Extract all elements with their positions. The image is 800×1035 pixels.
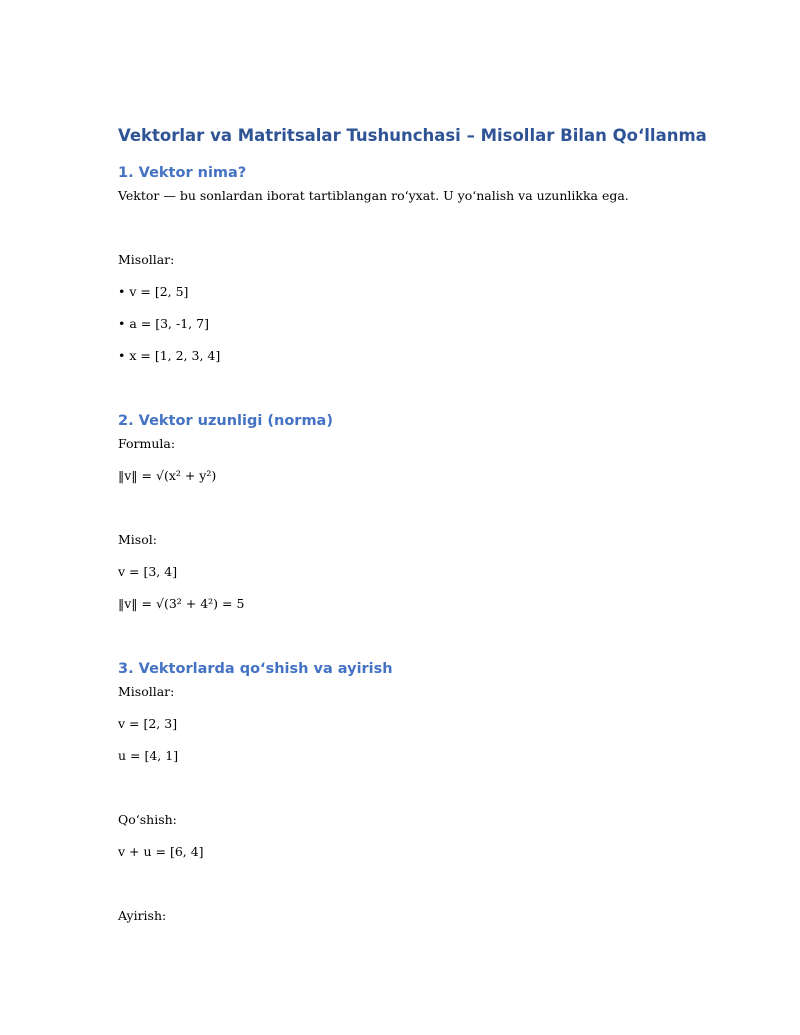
section-heading-qoshish-ayirish: 3. Vektorlarda qo‘shish va ayirish [118,661,393,677]
paragraph-vector-v: v = [2, 3] [118,716,178,731]
paragraph-example-norm: ‖v‖ = √(3² + 4²) = 5 [118,596,245,611]
document-title: Vektorlar va Matritsalar Tushunchasi – Misollar Bilan Qo‘llanma [118,126,707,145]
paragraph-formula-label: Formula: [118,436,176,451]
paragraph-misollar-label-2: Misollar: [118,684,175,699]
paragraph-misollar-label: Misollar: [118,252,175,267]
list-item-example-v: • v = [2, 5] [118,284,189,299]
list-item-example-x: • x = [1, 2, 3, 4] [118,348,221,363]
paragraph-norm-formula: ‖v‖ = √(x² + y²) [118,468,217,483]
section-heading-vektor-nima: 1. Vektor nima? [118,165,247,181]
paragraph-example-vector: v = [3, 4] [118,564,178,579]
section-heading-vektor-uzunligi: 2. Vektor uzunligi (norma) [118,413,333,429]
paragraph-vector-u: u = [4, 1] [118,748,179,763]
paragraph-vektor-definition: Vektor — bu sonlardan iborat tartiblangan ro‘yxat. U yo‘nalish va uzunlikka ega. [118,188,629,203]
paragraph-ayirish-label: Ayirish: [118,908,167,923]
paragraph-qoshish-label: Qo‘shish: [118,812,177,827]
paragraph-sum-result: v + u = [6, 4] [118,844,204,859]
paragraph-misol-label: Misol: [118,532,157,547]
list-item-example-a: • a = [3, -1, 7] [118,316,209,331]
